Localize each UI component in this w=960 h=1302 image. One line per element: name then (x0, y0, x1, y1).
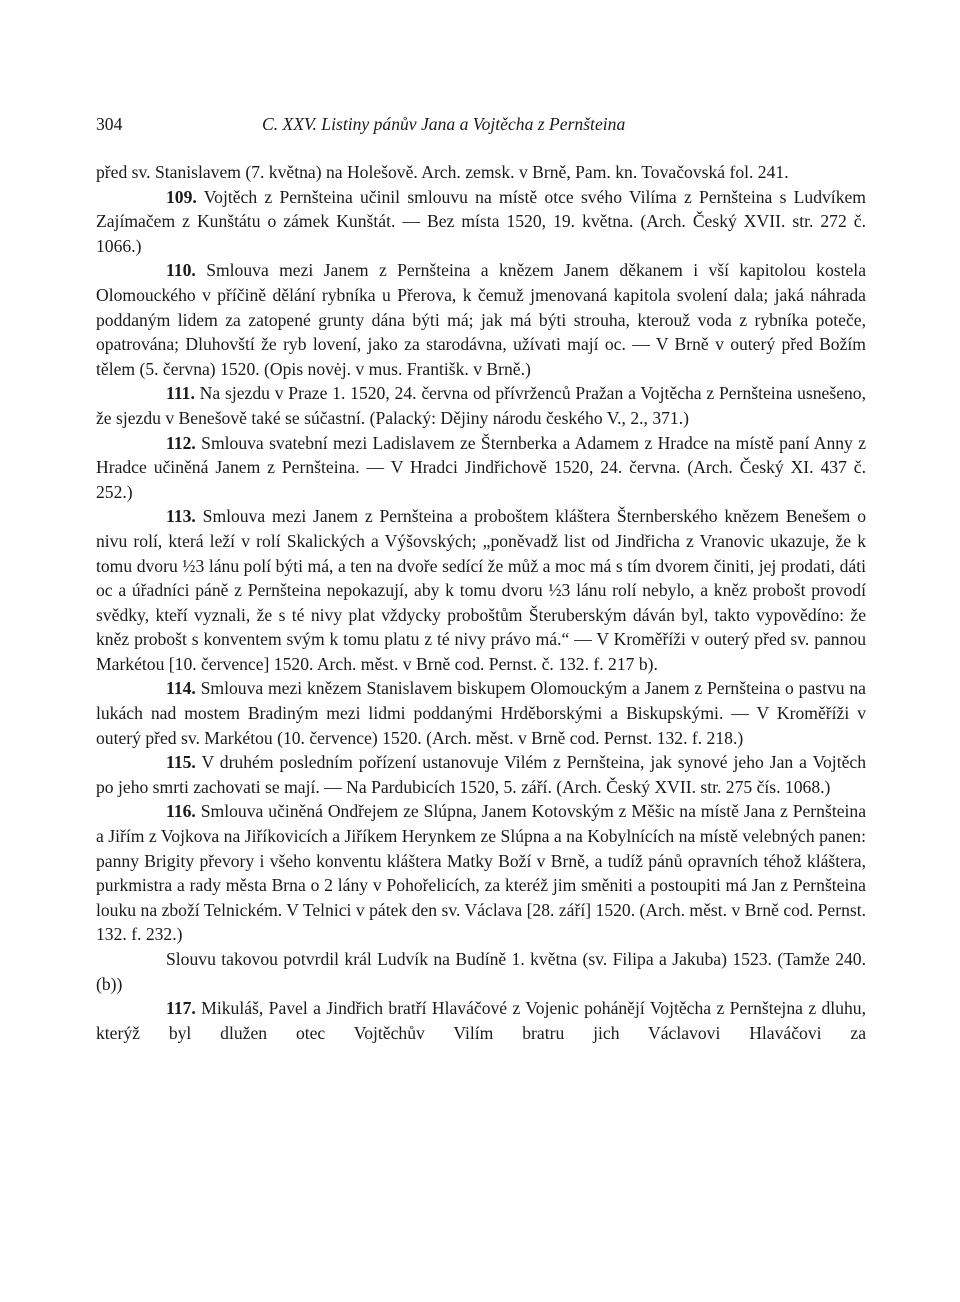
entry-110 (96, 258, 866, 381)
entry-number: 115. (166, 752, 196, 773)
page-number: 304 (96, 114, 123, 134)
entry-number: 114. (166, 678, 196, 699)
entry-number: 116. (166, 801, 196, 822)
entry-text: Smlouva mezi knězem Stanislavem biskupem Olomouckým a Janem z Pernšteina o pastvu na lukách nad mostem Bradiným mezi lidmi poddanými Hrděborskými a Biskupskými. — V Kroměříži v outerý před sv. Markétou (10. července) 1520. (Arch. měst. v Brně cod. Pernst. 132. f. 218.) (96, 678, 866, 748)
entry-text: Slouvu takovou potvrdil král Ludvík na Budíně 1. května (sv. Filipa a Jakuba) 1523. (Tamže 240. (b)) (96, 949, 866, 994)
entry-number: 111. (166, 383, 195, 404)
entry-text: Mikuláš, Pavel a Jindřich bratří Hlaváčové z Vojenic pohánějí Vojtěcha z Pernštejna z dluhu, kterýž byl dlužen otec Vojtěchův Vilím bratru jich Václavovi Hlaváčovi za (96, 998, 866, 1043)
running-title: C. XXV. Listiny pánův Jana a Vojtěcha z Pernšteina (262, 114, 626, 134)
entry-text: Vojtěch z Pernšteina učinil smlouvu na místě otce svého Vilíma z Pernšteina s Ludvíkem Zajímačem z Kunštátu o zámek Kunštát. — Bez místa 1520, 19. května. (Arch. Český XVII. str. 272 č. 1066.) (96, 186, 866, 256)
entry-116 (96, 799, 866, 947)
entry-text: před sv. Stanislavem (7. května) na Holešově. Arch. zemsk. v Brně, Pam. kn. Tovačovská fol. 241. (96, 162, 789, 182)
page-header (96, 112, 866, 142)
entry-number: 113. (166, 506, 196, 527)
entry-114 (96, 676, 866, 750)
entry-108-continuation (96, 160, 866, 185)
entry-text: Na sjezdu v Praze 1. 1520, 24. června od přívrženců Pražan a Vojtěcha z Pernšteina usnešeno, že sjezdu v Benešově také se súčastní. (Palacký: Dějiny národu českého V., 2., 371.) (96, 383, 866, 428)
entry-text: Smlouva svatební mezi Ladislavem ze Šternberka a Adamem z Hradce na místě paní Anny z Hradce učiněná Janem z Pernšteina. — V Hradci Jindřichově 1520, 24. června. (Arch. Český XI. 437 č. 252.) (96, 432, 867, 502)
entry-text: Smlouva mezi Janem z Pernšteina a proboštem kláštera Šternberského knězem Benešem o nivu rolí, která leží v rolí Skalických a Výšovských; „poněvadž list od Jindřicha z Vranovic ukazuje, že k tomu dvoru ½3 lánu polí býti má, a ten na dvoře sedící že můž a moc má s tím dvorem činiti, jej prodati, dáti oc a úřadníci páně z Pernšteina nepokazují, aby k tomu dvoru ½3 lánu rolí nebylo, a kněz probošt provodí svědky, kteří vyznali, že s té nivy plat vždycky proboštům Šteruberským dáván byl, takto vypovědíno: že kněz probošt s konventem svým k tomu platu z té nivy právo má.“ — V Kroměříži v outerý před sv. pannou Markétou [10. července] 1520. Arch. měst. v Brně cod. Pernst. č. 132. f. 217 b). (96, 506, 866, 674)
entry-113 (96, 504, 866, 676)
entry-115 (96, 750, 866, 799)
entry-number: 117. (166, 998, 196, 1019)
entry-112 (96, 431, 866, 505)
entry-text: Smlouva mezi Janem z Pernšteina a knězem Janem děkanem i vší kapitolou kostela Olomouckého v příčině dělání rybníka u Přerova, k čemuž jmenovaná kapitola svolení dala; jaká náhrada poddaným lidem za zatopené grunty dána býti má; jak má býti strouha, kterouž voda z rybníka poteče, opatrována; Dluhovští že ryb lovení, jako za starodávna, užívati mají oc. — V Brně v outerý před Božím tělem (5. června) 1520. (Opis novėj. v mus. Františk. v Brně.) (96, 260, 867, 379)
entry-117 (96, 996, 866, 1045)
entry-text: V druhém posledním pořízení ustanovuje Vilém z Pernšteina, jak synové jeho Jan a Vojtěch po jeho smrti zachovati se mají. — Na Pardubicích 1520, 5. září. (Arch. Český XVII. str. 275 čís. 1068.) (96, 752, 866, 797)
entry-number: 110. (166, 260, 196, 281)
entry-111 (96, 381, 866, 430)
entry-number: 109. (166, 186, 197, 207)
entry-number: 112. (166, 432, 196, 453)
document-page (96, 112, 866, 1045)
entry-116-note (96, 947, 866, 996)
entry-text: Smlouva učiněná Ondřejem ze Slúpna, Janem Kotovským z Měšic na místě Jana z Pernšteina a Jiřím z Vojkova na Jiříkovicích a Jiříkem Herynkem ze Slúpna a na Kobylnících na místě velebných panen: panny Brigity převory i všeho konventu kláštera Matky Boží v Brně, a tudíž pánů opravních téhož kláštera, purkmistra a rady města Brna o 2 lány v Pohořelicích, za kteréž jim směniti a postoupiti má Jan z Pernšteina louku na zboží Telnickém. V Telnici v pátek den sv. Václava [28. září] 1520. (Arch. měst. v Brně cod. Pernst. 132. f. 232.) (96, 801, 867, 945)
entry-109 (96, 185, 866, 259)
